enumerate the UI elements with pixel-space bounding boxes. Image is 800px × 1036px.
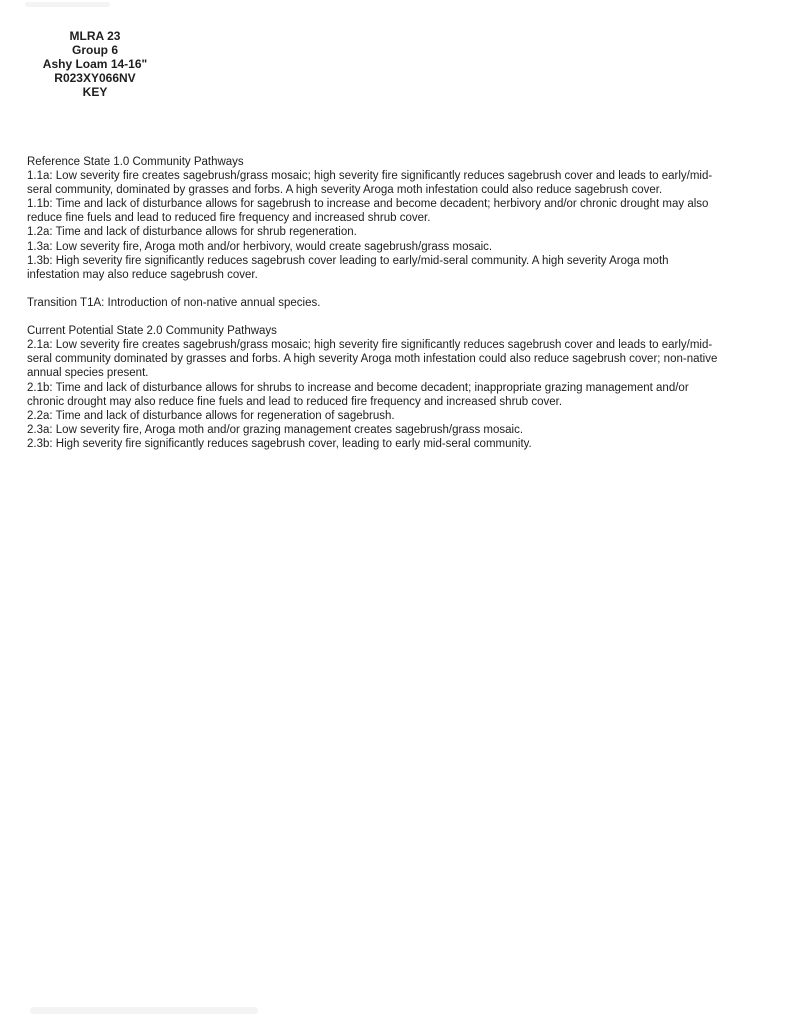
section-transition bbox=[27, 296, 773, 310]
text-line: Transition T1A: Introduction of non-native annual species. bbox=[27, 296, 321, 309]
text-line: 2.1b: Time and lack of disturbance allows for shrubs to increase and become decadent; inappropriate grazing management and/or bbox=[27, 381, 689, 394]
document-header bbox=[0, 30, 190, 100]
text-line: MLRA 23 bbox=[69, 29, 121, 43]
document-body bbox=[27, 155, 773, 451]
text-line: seral community dominated by grasses and forbs. A high severity Aroga moth infestation could also reduce sagebrush cover; non-native bbox=[27, 353, 718, 366]
text-line: chronic drought may also reduce fine fuels and lead to reduced fire frequency and increased shrub cover. bbox=[27, 395, 563, 408]
text-line: 2.3b: High severity fire significantly reduces sagebrush cover, leading to early mid-seral community. bbox=[27, 437, 532, 450]
text-line: Reference State 1.0 Community Pathways bbox=[27, 156, 244, 168]
text-line: infestation may also reduce sagebrush cover. bbox=[27, 268, 258, 281]
text-line: R023XY066NV bbox=[54, 71, 136, 86]
section-current-potential-state bbox=[27, 324, 773, 451]
text-line: 1.3b: High severity fire significantly reduces sagebrush cover leading to early/mid-seral community. A high severity Aroga moth bbox=[27, 254, 669, 267]
text-line: 1.2a: Time and lack of disturbance allows for shrub regeneration. bbox=[27, 226, 357, 239]
text-line: seral community, dominated by grasses and forbs. A high severity Aroga moth infestation could also reduce sagebrush cover. bbox=[27, 184, 663, 197]
text-line: Current Potential State 2.0 Community Pathways bbox=[27, 325, 277, 338]
text-line: 2.1a: Low severity fire creates sagebrush/grass mosaic; high severity fire significantly reduces sagebrush cover and leads to early/mid- bbox=[27, 339, 713, 352]
scan-artifact-bottom bbox=[30, 1007, 258, 1014]
text-line: 1.1b: Time and lack of disturbance allows for sagebrush to increase and become decadent; herbivory and/or chronic drought may also bbox=[27, 198, 709, 211]
text-line: 1.1a: Low severity fire creates sagebrush/grass mosaic; high severity fire significantly reduces sagebrush cover and leads to early/mid- bbox=[27, 170, 713, 183]
text-line: 2.3a: Low severity fire, Aroga moth and/or grazing management creates sagebrush/grass mosaic. bbox=[27, 423, 524, 436]
text-line: 2.2a: Time and lack of disturbance allows for regeneration of sagebrush. bbox=[27, 409, 395, 422]
text-line: Group 6 bbox=[71, 43, 118, 58]
text-line: Ashy Loam 14-16" bbox=[42, 57, 148, 72]
text-line: 1.3a: Low severity fire, Aroga moth and/or herbivory, would create sagebrush/grass mosaic. bbox=[27, 240, 493, 253]
text-line: reduce fine fuels and lead to reduced fire frequency and increased shrub cover. bbox=[27, 212, 431, 225]
scan-artifact-top bbox=[25, 2, 110, 7]
text-line: KEY bbox=[82, 85, 108, 100]
text-line: annual species present. bbox=[27, 367, 149, 380]
section-reference-state bbox=[27, 155, 773, 282]
